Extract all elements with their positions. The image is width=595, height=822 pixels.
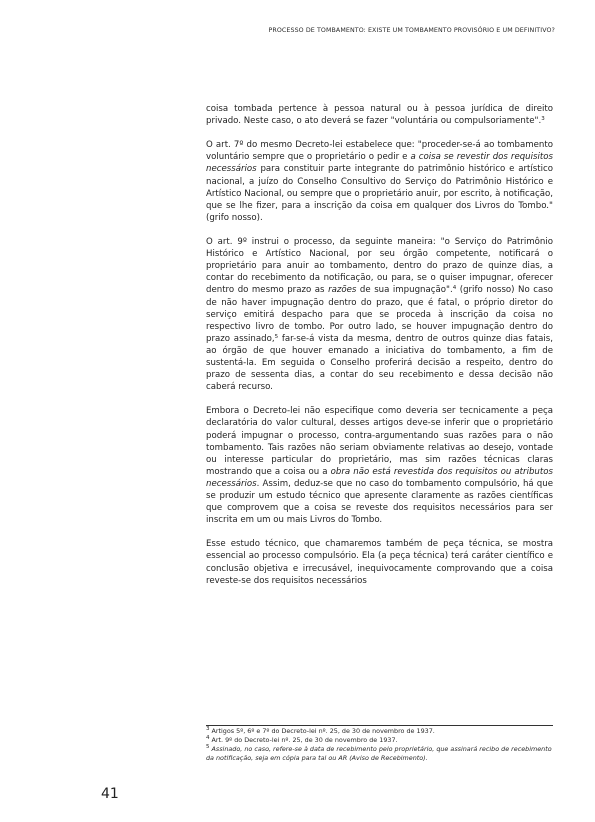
paragraph-5 <box>206 538 553 586</box>
paragraph-4 <box>206 405 553 526</box>
paragraph-text: (grifo nosso) No caso de não haver impugnação dentro do prazo, que é fatal, o próprio diretor do serviço emitirá despacho para que se proceda à inscrição da coisa no respectivo livro de tombo. Por outro lado, se houver impugnação dentro do prazo assinado, <box>206 285 553 344</box>
footnote-number: 5 <box>206 744 210 751</box>
paragraph-text: far-se-á vista da mesma, dentro de outros quinze dias fatais, ao órgão de que houver emanado a iniciativa do tombamento, a fim de sustentá-la. Em seguida o Conselho proferirá decisão a respeito, dentro do prazo de sessenta dias, a contar do seu recebimento e dessa decisão não caberá recurso. <box>206 333 553 393</box>
paragraph-text: O art. 9º instrui o processo, da seguinte maneira: "o Serviço do Patrimônio Histórico e Artístico Nacional, por seu órgão competente, notificará o proprietário para anuir ao tombamento, dentro do prazo de quinze dias, a contar do recebimento da notificação, ou para, se o quiser impugnar, oferecer dentro do mesmo prazo as <box>206 237 553 296</box>
footnote-text: Artigos 5º, 6º e 7º do Decreto-lei nº. 25, de 30 de novembro de 1937. <box>209 727 435 735</box>
footnote-rule <box>206 725 553 726</box>
footnote-ref: 3 <box>541 116 545 123</box>
paragraph-text: para constituir parte integrante do patrimônio histórico e artístico nacional, a juízo do Conselho Consultivo do Serviço do Patrimônio Histórico e Artístico Nacional, ou sempre que o proprietário anuir, por escrito, à notificação, que se lhe fizer, para a inscrição da coisa em qualquer dos Livros do Tombo." (grifo nosso). <box>206 164 553 223</box>
footnote-4 <box>206 736 553 745</box>
emphasis-text: razões <box>328 285 357 296</box>
paragraph-3 <box>206 236 553 393</box>
paragraph-2 <box>206 139 553 224</box>
paragraph-text: Esse estudo técnico, que chamaremos também de peça técnica, se mostra essencial ao processo compulsório. Ela (a peça técnica) terá caráter científico e conclusão objetiva e irrecusável, inequivocamente comprovando que a coisa reveste-se dos requisitos necessários <box>206 539 553 586</box>
footnote-number: 4 <box>206 735 210 742</box>
paragraph-text: coisa tombada pertence à pessoa natural ou à pessoa jurídica de direito privado. Neste caso, o ato deverá se fazer "voluntária ou compulsoriamente". <box>206 104 553 127</box>
paragraph-text: O art. 7º do mesmo Decreto-lei estabelece que: "proceder-se-á ao tombamento voluntário sempre que o proprietário o pedir e <box>206 140 553 163</box>
footnotes <box>206 727 553 763</box>
paragraph-text: Embora o Decreto-lei não especifique como deveria ser tecnicamente a peça declaratória do valor cultural, desses artigos deve-se inferir que o proprietário poderá impugnar o processo, contra-argumentando suas razões para o não tombamento. Tais razões não seriam obviamente relativas ao desejo, vontade ou interesse particular do proprietário, mas sim razões técnicas claras mostrando que a coisa ou a <box>206 406 553 477</box>
emphasis-text: a coisa se revestir dos requisitos necessários <box>206 152 553 175</box>
footnote-5 <box>206 745 553 763</box>
main-text <box>206 103 553 587</box>
footnote-text: Art. 9º do Decreto-lei nº. 25, de 30 de novembro de 1937. <box>209 736 398 745</box>
paragraph-text: . Assim, deduz-se que no caso do tombamento compulsório, há que se produzir um estudo técnico que apresente claramente as razões científicas que comprovem que a coisa se reveste dos requisitos necessários para ser inscrita em um ou mais Livros do Tombo. <box>206 478 553 526</box>
page-number: 41 <box>101 786 119 802</box>
footnote-ref: 5 <box>274 333 279 340</box>
paragraph-text: de sua impugnação". <box>356 285 453 296</box>
footnote-ref: 4 <box>452 285 457 292</box>
footnote-text: Assinado, no caso, refere-se à data de recebimento pelo proprietário, que assinará recibo de recebimento da notificação, seja em cópia para tal ou AR (Aviso de Recebimento). <box>206 745 552 763</box>
emphasis-text: obra não está revestida dos requisitos ou atributos necessários <box>206 466 553 489</box>
running-head: PROCESSO DE TOMBAMENTO: EXISTE UM TOMBAMENTO PROVISÓRIO E UM DEFINITIVO? <box>268 27 555 34</box>
footnote-number: 3 <box>206 726 210 732</box>
footnote-3 <box>206 727 553 736</box>
paragraph-1 <box>206 103 553 127</box>
